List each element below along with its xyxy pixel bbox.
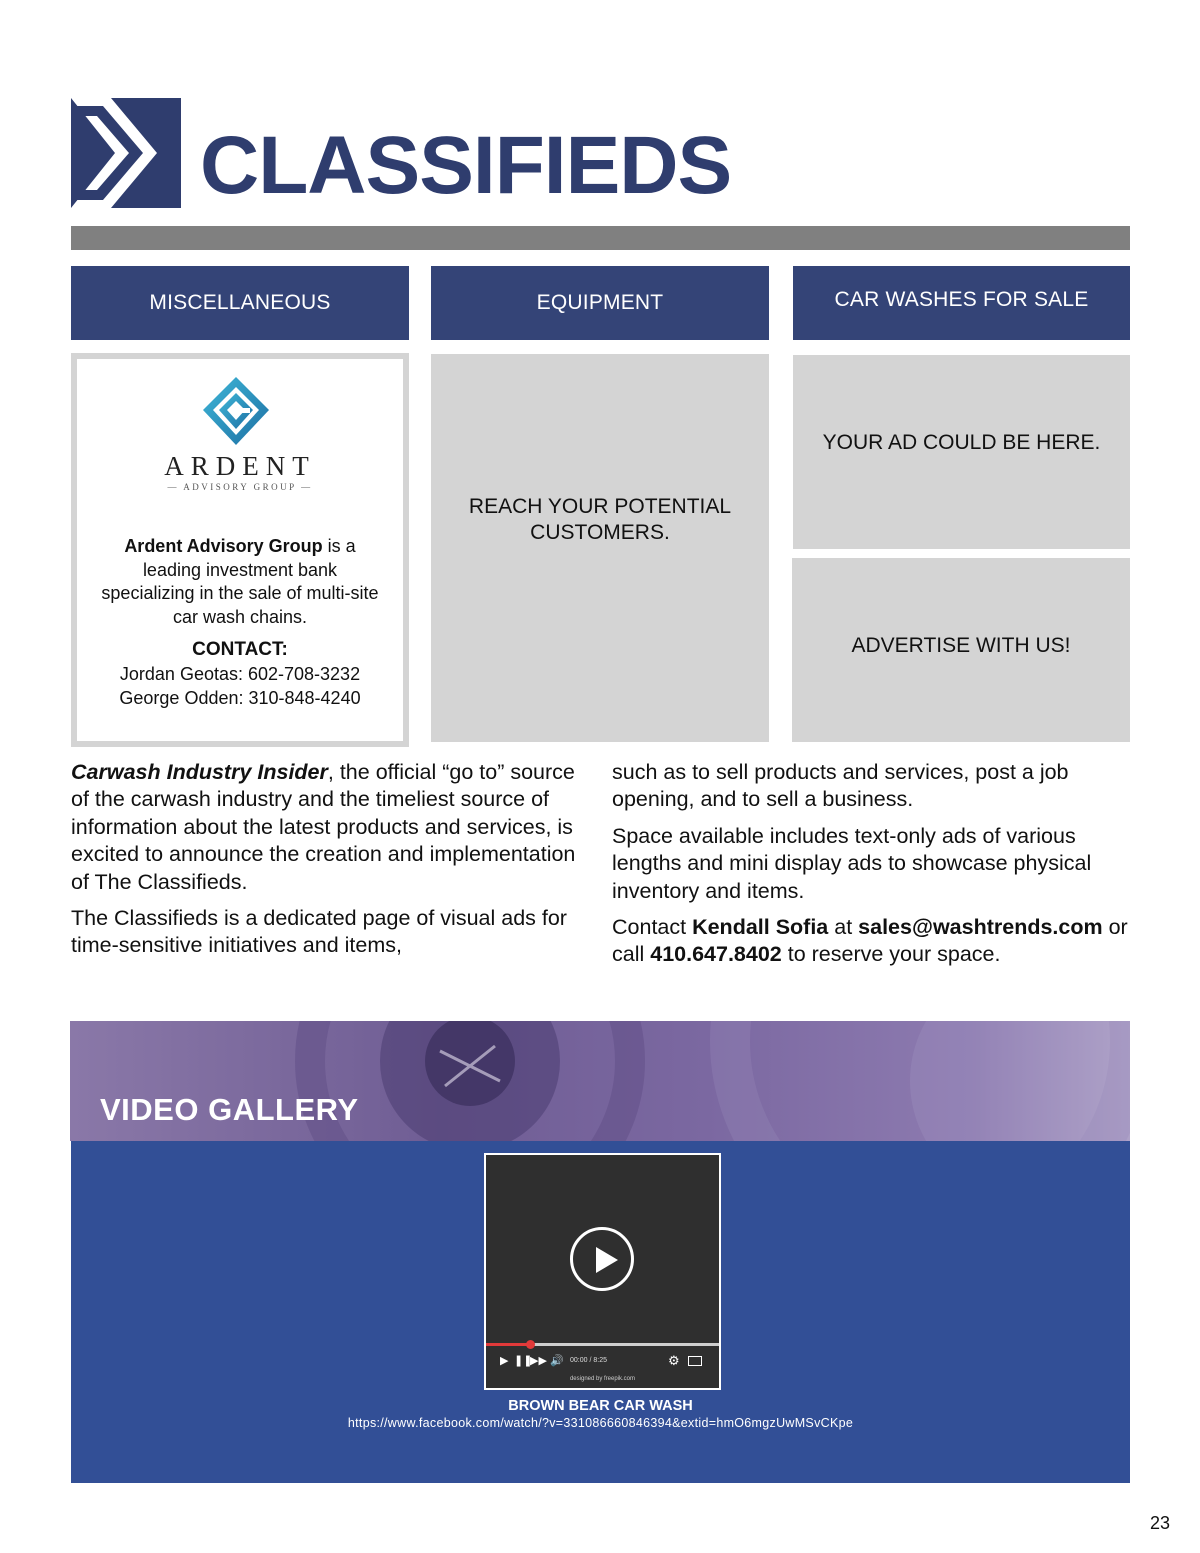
column-header-label: CAR WASHES FOR SALE (834, 288, 1089, 311)
column-header-equipment (431, 266, 769, 340)
ardent-logo-name: ARDENT (164, 451, 316, 481)
video-player[interactable] (484, 1153, 721, 1390)
page-number: 23 (1149, 1513, 1170, 1533)
ad-placeholder-text: YOUR AD COULD BE HERE. (822, 431, 1101, 454)
contact-line: Jordan Geotas: 602-708-3232 (119, 664, 361, 684)
progress-knob[interactable] (526, 1340, 535, 1349)
page-title: CLASSIFIEDS (200, 120, 732, 211)
ad-placeholder-text: REACH YOUR POTENTIAL CUSTOMERS. (468, 495, 732, 544)
skip-icon[interactable]: ▶▶ (530, 1355, 547, 1367)
contact-name: Kendall Sofia (692, 915, 829, 940)
column-header-label: MISCELLANEOUS (149, 291, 331, 314)
ad-placeholder-text: ADVERTISE WITH US! (851, 634, 1071, 657)
time-readout: 00:00 / 8:25 (570, 1357, 607, 1364)
header-divider (71, 226, 1130, 250)
ardent-logo-icon (201, 375, 271, 447)
player-credit: designed by freepik.com (569, 1376, 636, 1382)
intro-column-right (612, 759, 1137, 978)
contact-line: George Odden: 310-848-4240 (119, 688, 361, 708)
car-wash-ad-placeholder[interactable] (792, 558, 1130, 742)
gear-icon[interactable]: ⚙ (668, 1353, 680, 1368)
fullscreen-icon[interactable] (688, 1356, 702, 1366)
video-link[interactable]: https://www.facebook.com/watch/?v=331086660846394&extid=hmO6mgzUwMSvCKpe (347, 1416, 854, 1430)
contact-heading: CONTACT: (192, 639, 288, 660)
video-gallery-title: VIDEO GALLERY (100, 1092, 359, 1127)
intro-paragraph: Carwash Industry Insider, the official “go to” source of the carwash industry and the timeliest source of information about the latest products and services, is excited to announce the creation and implementation of The Classifieds. (71, 760, 576, 894)
intro-paragraph: The Classifieds is a dedicated page of visual ads for time-sensitive initiatives and items, (71, 906, 567, 958)
intro-paragraph: Space available includes text-only ads of various lengths and mini display ads to showcase physical inventory and items. (612, 823, 1092, 903)
progress-fill (486, 1343, 530, 1346)
car-wash-ad-placeholder[interactable] (793, 355, 1130, 549)
column-header-miscellaneous (71, 266, 409, 340)
chevron-arrow-icon (71, 98, 181, 208)
equipment-ad-placeholder[interactable] (431, 354, 769, 742)
contact-paragraph: Contact Kendall Sofia at sales@washtrends.com or call 410.647.8402 to reserve your space. (612, 915, 1128, 967)
contact-phone: 410.647.8402 (650, 942, 782, 967)
intro-column-left (71, 759, 586, 969)
volume-icon[interactable]: 🔊 (550, 1355, 564, 1367)
column-header-car-washes-for-sale (793, 266, 1130, 340)
ardent-company-name: Ardent Advisory Group (124, 536, 323, 556)
ardent-description-text: is a leading investment bank specializing in the sale of multi-site car wash chains. (101, 536, 379, 627)
ardent-ad-card (77, 359, 403, 741)
play-icon[interactable] (570, 1227, 634, 1291)
video-caption: BROWN BEAR CAR WASH (508, 1398, 693, 1414)
column-header-label: EQUIPMENT (536, 291, 664, 314)
pause-icon[interactable]: ❚❚ (514, 1355, 533, 1367)
contact-email-link[interactable]: sales@washtrends.com (858, 915, 1103, 940)
ardent-description (97, 535, 383, 629)
publication-name: Carwash Industry Insider (71, 760, 328, 784)
play-small-icon[interactable]: ▶ (500, 1355, 509, 1367)
intro-paragraph: such as to sell products and services, post a job opening, and to sell a business. (612, 760, 1069, 812)
ardent-logo-subtitle: — ADVISORY GROUP — (167, 482, 313, 492)
ardent-advisory-ad[interactable] (71, 353, 409, 747)
